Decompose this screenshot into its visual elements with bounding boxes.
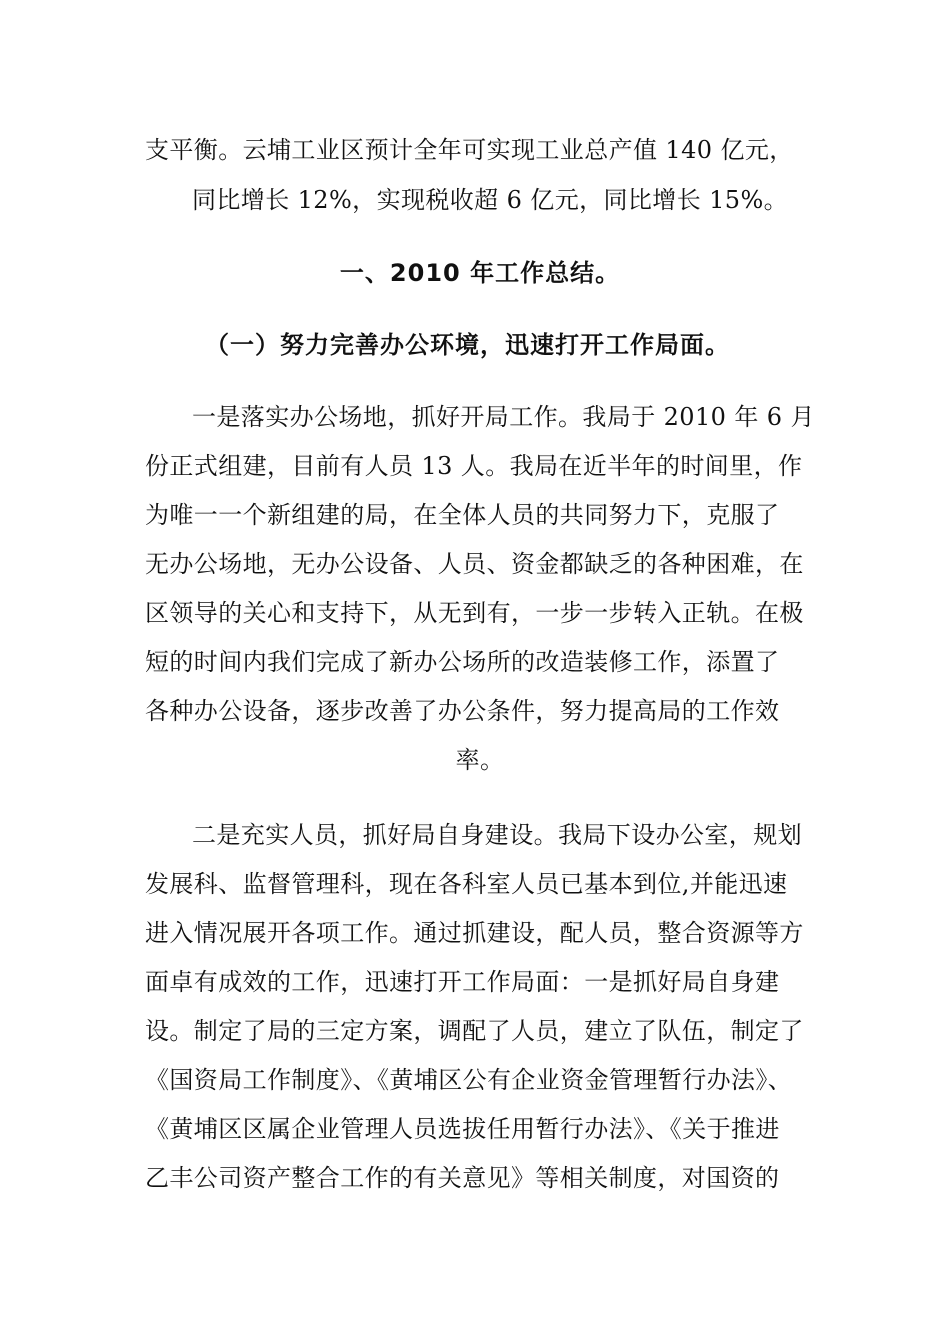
paragraph1-line-3: 为唯一一个新组建的局，在全体人员的共同努力下，克服了 — [145, 501, 780, 529]
paragraph1-line-7: 各种办公设备，逐步改善了办公条件，努力提高局的工作效 — [145, 697, 780, 725]
paragraph1-line-5: 区领导的关心和支持下，从无到有，一步一步转入正轨。在极 — [145, 599, 804, 627]
paragraph2-line-5: 设。制定了局的三定方案，调配了人员，建立了队伍，制定了 — [145, 1017, 804, 1045]
paragraph2-line-8: 乙丰公司资产整合工作的有关意见》等相关制度，对国资的 — [145, 1164, 780, 1192]
paragraph1-line-8: 率。 — [455, 746, 505, 774]
paragraph1-line-6: 短的时间内我们完成了新办公场所的改造装修工作，添置了 — [145, 648, 780, 676]
paragraph2-line-7: 《黄埔区区属企业管理人员选拔任用暂行办法》、《关于推进 — [145, 1115, 780, 1143]
paragraph2-line-2: 发展科、监督管理科，现在各科室人员已基本到位,并能迅速 — [145, 870, 788, 898]
intro-line-2: 同比增长 12%，实现税收超 6 亿元，同比增长 15%。 — [192, 186, 789, 214]
paragraph1-line-4: 无办公场地，无办公设备、人员、资金都缺乏的各种困难，在 — [145, 550, 804, 578]
paragraph1-line-2: 份正式组建，目前有人员 13 人。我局在近半年的时间里，作 — [145, 452, 803, 480]
paragraph2-line-1: 二是充实人员，抓好局自身建设。我局下设办公室，规划 — [192, 821, 802, 849]
section-heading: 一、2010 年工作总结。 — [339, 259, 621, 287]
intro-line-1: 支平衡。云埔工业区预计全年可实现工业总产值 140 亿元， — [145, 136, 794, 164]
paragraph2-line-3: 进入情况展开各项工作。通过抓建设，配人员，整合资源等方 — [145, 919, 804, 947]
paragraph2-line-6: 《国资局工作制度》、《黄埔区公有企业资金管理暂行办法》、 — [145, 1066, 793, 1094]
paragraph2-line-4: 面卓有成效的工作，迅速打开工作局面：一是抓好局自身建 — [145, 968, 780, 996]
paragraph1-line-1: 一是落实办公场地，抓好开局工作。我局于 2010 年 6 月 — [192, 403, 815, 431]
subsection-heading: （一）努力完善办公环境，迅速打开工作局面。 — [205, 331, 730, 359]
